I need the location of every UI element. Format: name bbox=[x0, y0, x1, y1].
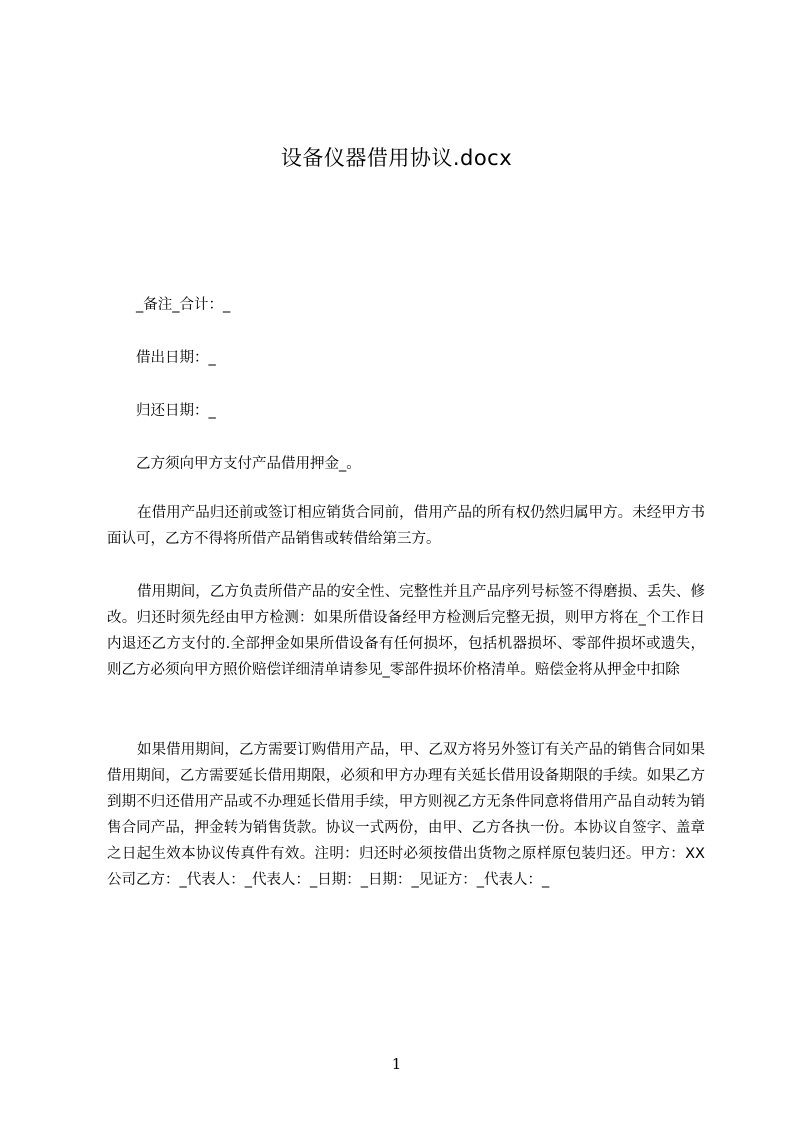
ownership-paragraph: 在借用产品归还前或签订相应销货合同前，借用产品的所有权仍然归属甲方。未经甲方书面认可，乙方不得将所借产品销售或转借给第三方。 bbox=[107, 505, 705, 547]
document-title: 设备仪器借用协议.docx bbox=[280, 146, 513, 170]
purchase-extension-paragraph: 如果借用期间，乙方需要订购借用产品，甲、乙双方将另外签订有关产品的销售合同如果借用期间，乙方需要延长借用期限，必须和甲方办理有关延长借用设备期限的手续。如果乙方到期不归还借用产品或不办理延长借用手续，甲方则视乙方无条件同意将借用产品自动转为销售合同产品，押金转为销售货款。协议一式两份，由甲、乙方各执一份。本协议自签字、盖章之日起生效本协议传真件有效。注明：归还时必须按借出货物之原样原包装归还。甲方：XX公司乙方：_代表人：_代表人：_日期：_日期：_见证方：_代表人：_ bbox=[107, 742, 705, 888]
return-date-line: 归还日期：_ bbox=[136, 403, 216, 419]
remark-total-line: _备注_合计：_ bbox=[136, 297, 231, 313]
page-number: 1 bbox=[391, 1055, 402, 1073]
deposit-line: 乙方须向甲方支付产品借用押金_。 bbox=[136, 456, 361, 472]
responsibility-paragraph: 借用期间，乙方负责所借产品的安全性、完整性并且产品序列号标签不得磨损、丢失、修改。归还时须先经由甲方检测：如果所借设备经甲方检测后完整无损，则甲方将在_个工作日内退还乙方支付的.全部押金如果所借设备有任何损坏，包括机器损坏、零部件损坏或遗失，则乙方必须向甲方照价赔偿详细清单请参见_零部件损坏价格清单。赔偿金将从押金中扣除 bbox=[107, 584, 705, 678]
lend-date-line: 借出日期：_ bbox=[136, 350, 216, 366]
